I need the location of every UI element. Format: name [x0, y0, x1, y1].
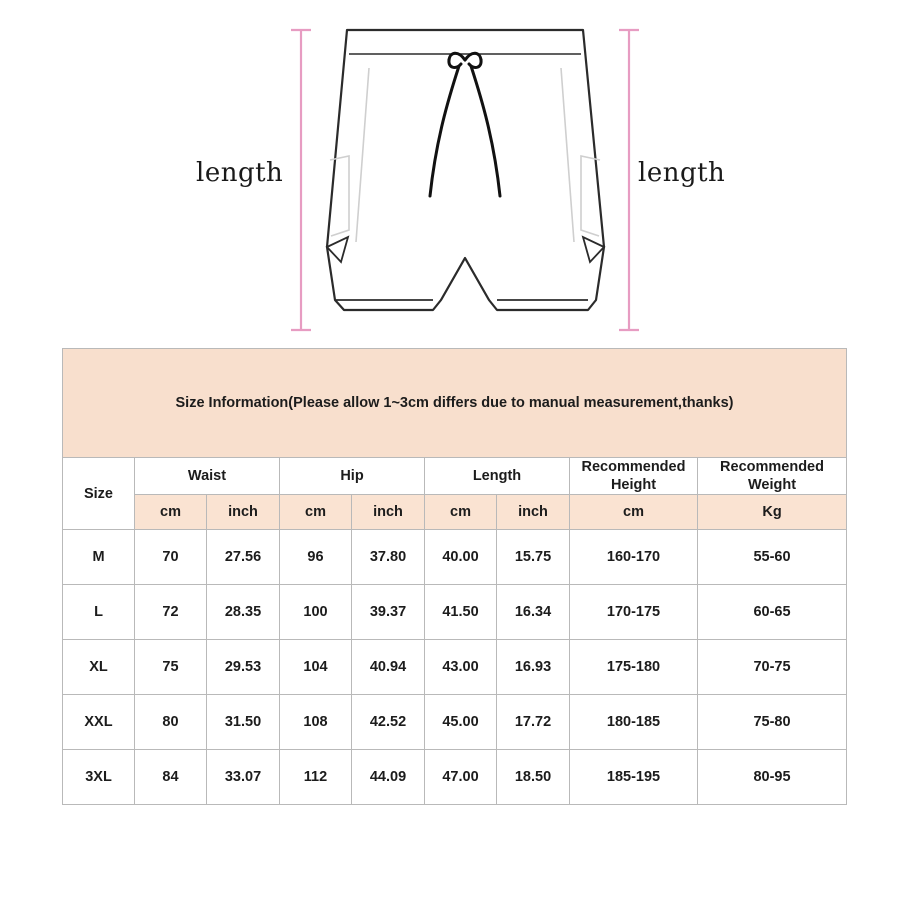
table-banner-row [63, 349, 847, 458]
cell-waist-inch: 28.35 [207, 585, 280, 640]
cell-hip-cm: 96 [280, 530, 352, 585]
cell-length-inch: 15.75 [497, 530, 570, 585]
right-dimension-line [619, 30, 639, 330]
unit-length-cm: cm [425, 495, 497, 530]
cell-weight: 70-75 [698, 640, 847, 695]
cell-length-inch: 16.93 [497, 640, 570, 695]
cell-size: L [63, 585, 135, 640]
size-info-banner: Size Information(Please allow 1~3cm differs due to manual measurement,thanks) [63, 349, 847, 458]
cell-size: XXL [63, 695, 135, 750]
header-recommended-weight: Recommended Weight [698, 458, 847, 495]
cell-length-inch: 16.34 [497, 585, 570, 640]
cell-hip-inch: 37.80 [352, 530, 425, 585]
cell-weight: 55-60 [698, 530, 847, 585]
cell-hip-cm: 112 [280, 750, 352, 805]
cell-hip-cm: 104 [280, 640, 352, 695]
cell-waist-cm: 72 [135, 585, 207, 640]
cell-height: 160-170 [570, 530, 698, 585]
cell-height: 185-195 [570, 750, 698, 805]
cell-size: 3XL [63, 750, 135, 805]
cell-hip-inch: 44.09 [352, 750, 425, 805]
table-row [63, 640, 847, 695]
header-length: Length [425, 458, 570, 495]
table-row [63, 750, 847, 805]
cell-hip-inch: 42.52 [352, 695, 425, 750]
cell-hip-inch: 40.94 [352, 640, 425, 695]
cell-size: XL [63, 640, 135, 695]
header-hip: Hip [280, 458, 425, 495]
table-row [63, 695, 847, 750]
cell-height: 175-180 [570, 640, 698, 695]
unit-hip-inch: inch [352, 495, 425, 530]
length-label-right: length [638, 158, 726, 188]
header-size: Size [63, 458, 135, 530]
left-dimension-line [291, 30, 311, 330]
cell-waist-inch: 31.50 [207, 695, 280, 750]
header-waist: Waist [135, 458, 280, 495]
cell-hip-inch: 39.37 [352, 585, 425, 640]
cell-height: 170-175 [570, 585, 698, 640]
unit-height-cm: cm [570, 495, 698, 530]
cell-size: M [63, 530, 135, 585]
cell-waist-inch: 29.53 [207, 640, 280, 695]
cell-length-cm: 41.50 [425, 585, 497, 640]
header-recommended-height: Recommended Height [570, 458, 698, 495]
cell-length-cm: 40.00 [425, 530, 497, 585]
table-unit-row [63, 495, 847, 530]
cell-waist-inch: 33.07 [207, 750, 280, 805]
cell-length-inch: 17.72 [497, 695, 570, 750]
product-diagram [0, 0, 900, 345]
unit-waist-cm: cm [135, 495, 207, 530]
unit-weight-kg: Kg [698, 495, 847, 530]
size-table [62, 348, 847, 805]
cell-length-cm: 47.00 [425, 750, 497, 805]
cell-waist-cm: 80 [135, 695, 207, 750]
length-label-left: length [196, 158, 284, 188]
cell-waist-cm: 75 [135, 640, 207, 695]
cell-length-inch: 18.50 [497, 750, 570, 805]
cell-hip-cm: 108 [280, 695, 352, 750]
unit-hip-cm: cm [280, 495, 352, 530]
cell-weight: 80-95 [698, 750, 847, 805]
cell-weight: 60-65 [698, 585, 847, 640]
cell-height: 180-185 [570, 695, 698, 750]
cell-waist-cm: 70 [135, 530, 207, 585]
cell-weight: 75-80 [698, 695, 847, 750]
cell-waist-cm: 84 [135, 750, 207, 805]
cell-waist-inch: 27.56 [207, 530, 280, 585]
unit-waist-inch: inch [207, 495, 280, 530]
cell-length-cm: 45.00 [425, 695, 497, 750]
size-chart [62, 348, 846, 805]
cell-length-cm: 43.00 [425, 640, 497, 695]
shorts-illustration [0, 0, 900, 345]
unit-length-inch: inch [497, 495, 570, 530]
table-group-header-row [63, 458, 847, 495]
table-row [63, 530, 847, 585]
table-row [63, 585, 847, 640]
cell-hip-cm: 100 [280, 585, 352, 640]
